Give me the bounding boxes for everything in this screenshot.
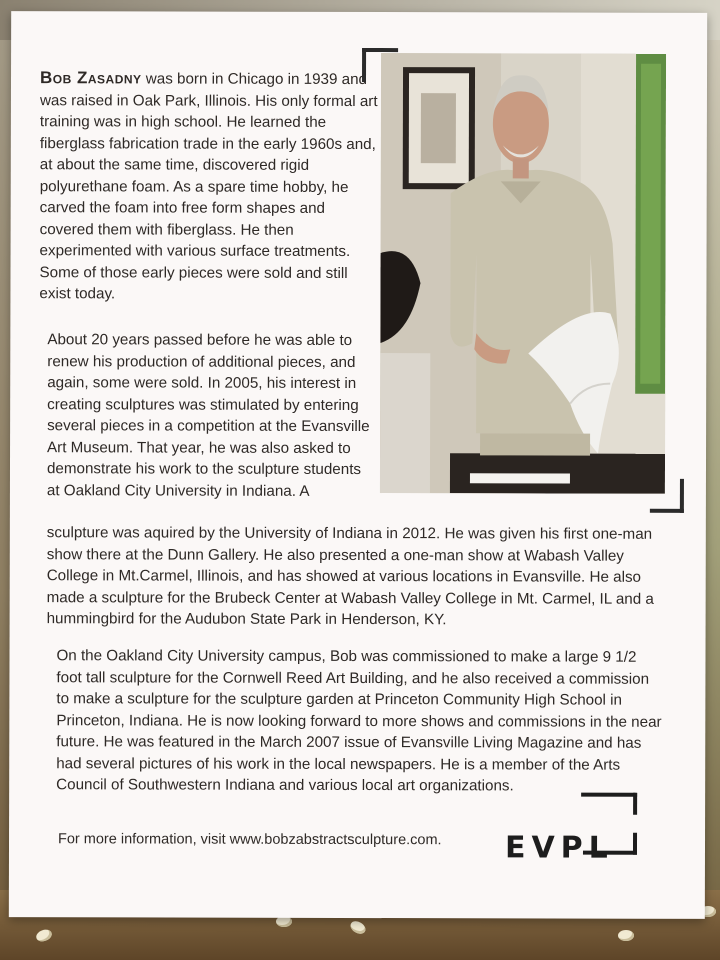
logo-wordmark: EVPL — [504, 830, 614, 866]
bio-paragraph-2: About 20 years passed before he was able to renew his production of additional pieces, and again, some were sold. In 2005, his interest in creating sculptures was stimulated by entering several pieces in a competition at the Evansville Art Museum. That year, he was also asked to demonstrate his work to the sculpture students at Oakland City University in Indiana. A — [46, 331, 370, 500]
bio-paragraph-3: On the Oakland City University campus, Bob was commissioned to make a large 9 1/2 foot tall sculpture for the Cornwell Reed Art Building, and he also received a commission to make a sculpture for the sculpture garden at Princeton Community High School in Princeton, Indiana. He is now looking forward to more shows and commissions in the near future. He was featured in the March 2007 issue of Evansville Living Magazine and has had several pictures of his work in the local newspapers. He is a member of the Arts Council of Southwestern Indiana and various local art organizations. — [56, 647, 662, 795]
more-info-line: For more information, visit www.bobzabstractsculpture.com. — [57, 831, 442, 849]
logo-bracket — [581, 793, 637, 815]
artist-photo-illustration — [380, 53, 666, 494]
popcorn-kernel — [618, 930, 634, 941]
evpl-logo — [497, 792, 637, 872]
artist-name: Bob Zasadny — [39, 68, 142, 88]
bio-paragraph-1: Bob Zasadny was born in Chicago in 1939 and was raised in Oak Park, Illinois. His only formal art training was in high school. He learned the fiberglass fabrication trade in the early 1960s and, at about the same time, discovered rigid polyurethane foam. As a spare time hobby, he carved the foam into free form shapes and covered them with fiberglass. He then experimented with various surface treatments. Some of those early pieces were sold and still exist today. — [39, 68, 378, 303]
bio-paragraph-2-continued: sculpture was aquired by the University of Indiana in 2012. He was given his first one-man show there at the Dunn Gallery. He also presented a one-man show at Wabash Valley College in Mt.Carmel, Illinois, and has showed at various locations in Evansville. He also made a sculpture for the Brubeck Center at Wabash Valley College in Mt. Carmel, IL and a hummingbird for the Audubon State Park in Henderson, KY. — [46, 524, 654, 629]
photo-frame-corner — [650, 479, 684, 513]
info-card — [9, 11, 707, 919]
artist-photo — [380, 53, 666, 494]
